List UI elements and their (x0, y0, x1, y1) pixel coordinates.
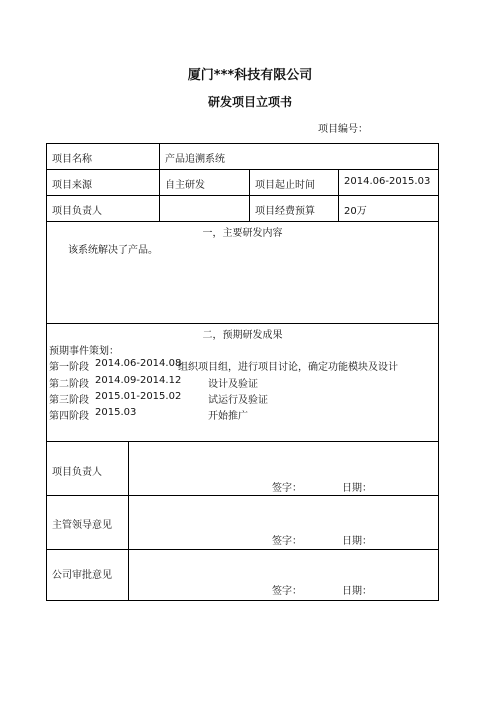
section1-heading: 一，主要研发内容 (202, 228, 283, 239)
plan-title: 预期事件策划： (49, 346, 119, 357)
phase-1-task: 组织项目组，进行项目讨论，确定功能模块及设计 (178, 362, 398, 373)
project-name-label: 项目名称 (52, 154, 92, 165)
approval-company-date: 日期： (342, 586, 372, 597)
approval-manager-date: 日期： (342, 536, 372, 547)
phase-3-name: 第三阶段 (49, 395, 89, 406)
phase-2-name: 第二阶段 (49, 379, 89, 390)
project-number-label: 项目编号： (318, 124, 368, 135)
phase-4-period: 2015.03 (95, 407, 137, 418)
approval-company-label: 公司审批意见 (52, 570, 112, 581)
project-source-value: 自主研发 (165, 180, 205, 191)
section2-heading: 二，预期研发成果 (202, 330, 283, 341)
phase-3-task: 试运行及验证 (208, 395, 268, 406)
phase-4-task: 开始推广 (208, 411, 248, 422)
phase-3-period: 2015.01-2015.02 (95, 391, 182, 402)
approval-manager-sign: 签字： (272, 536, 302, 547)
project-period-value: 2014.06-2015.03 (344, 176, 431, 187)
approval-manager-label: 主管领导意见 (52, 520, 112, 531)
phase-1-period: 2014.06-2014.08 (95, 358, 182, 369)
approval-leader-date: 日期： (342, 483, 372, 494)
company-name: 厦门***科技有限公司 (187, 68, 313, 83)
phase-4-name: 第四阶段 (49, 411, 89, 422)
approval-leader-label: 项目负责人 (52, 467, 102, 478)
project-source-label: 项目来源 (52, 180, 92, 191)
phase-1-name: 第一阶段 (49, 362, 89, 373)
phase-2-task: 设计及验证 (208, 379, 258, 390)
project-leader-label: 项目负责人 (52, 206, 102, 217)
approval-leader-sign: 签字： (272, 483, 302, 494)
approval-company-sign: 签字： (272, 586, 302, 597)
project-budget-label: 项目经费预算 (255, 206, 315, 217)
section1-content: 该系统解决了产品。 (68, 245, 158, 256)
document-title: 研发项目立项书 (207, 95, 292, 109)
project-budget-value: 20万 (344, 206, 367, 217)
phase-2-period: 2014.09-2014.12 (95, 375, 182, 386)
project-name-value: 产品追溯系统 (165, 154, 225, 165)
project-period-label: 项目起止时间 (255, 180, 315, 191)
